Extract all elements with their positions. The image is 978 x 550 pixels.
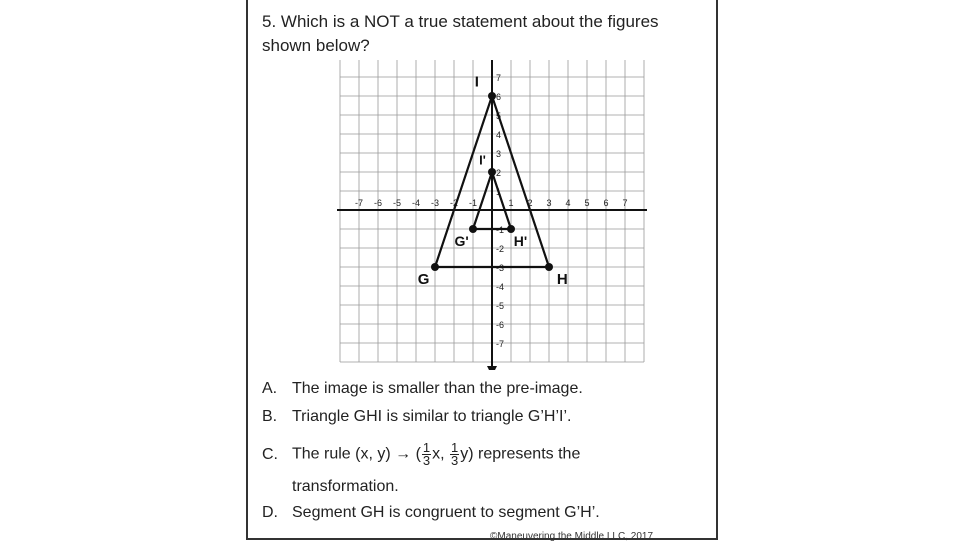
y-tick-label: -6	[496, 320, 505, 330]
answer-c-text-2: x,	[432, 445, 445, 463]
y-tick-label: -5	[496, 301, 505, 311]
answer-c-text-1: The rule (x, y) → (	[292, 445, 421, 463]
question-text: 5. Which is a NOT a true statement about the figures shown below?	[262, 12, 659, 55]
copyright-footer: ©Maneuvering the Middle LLC, 2017	[490, 531, 654, 542]
answer-c-text-4: transformation.	[292, 478, 399, 495]
x-tick-label: 5	[584, 198, 590, 208]
y-tick-label: -1	[496, 225, 505, 235]
answer-a-letter: A.	[262, 380, 278, 397]
x-tick-label: -4	[411, 198, 421, 208]
y-tick-label: 4	[496, 130, 502, 140]
x-tick-label: 2	[527, 198, 533, 208]
triangle-ghi-vertex	[545, 263, 553, 271]
x-tick-label: 3	[546, 198, 552, 208]
fraction-one-third-x: $\frac{1}{3}$	[422, 440, 431, 468]
answer-d-letter: D.	[262, 504, 278, 521]
answer-b-letter: B.	[262, 408, 278, 425]
y-tick-label: 5	[496, 111, 502, 121]
x-tick-label: -1	[468, 198, 478, 208]
vertex-label-g-prime: G'	[454, 233, 469, 250]
answer-c-text-3: y) represents the	[460, 445, 581, 463]
answer-c	[262, 442, 580, 467]
x-tick-label: -7	[354, 198, 364, 208]
y-axis-arrow-down-icon	[487, 366, 497, 370]
answer-c-continued	[292, 478, 399, 496]
y-tick-label: 6	[496, 92, 502, 102]
y-tick-label: -7	[496, 339, 505, 349]
triangle-g-h-i-prime-vertex	[507, 225, 515, 233]
answer-b	[262, 408, 571, 426]
x-tick-label: -6	[373, 198, 383, 208]
y-tick-label: 2	[496, 168, 502, 178]
y-tick-label: 7	[496, 73, 502, 83]
vertex-label-i-prime: I'	[479, 152, 486, 168]
triangle-ghi-vertex	[431, 263, 439, 271]
fraction-one-third-y: $\frac{1}{3}$	[451, 440, 459, 468]
answer-c-letter: C.	[262, 445, 278, 463]
answer-a-text: The image is smaller than the pre-image.	[292, 380, 583, 397]
vertex-label-h: H	[556, 271, 568, 289]
y-tick-label: 3	[496, 149, 502, 159]
answer-a	[262, 380, 583, 398]
x-tick-label: -2	[449, 198, 459, 208]
x-tick-label: -3	[430, 198, 440, 208]
coordinate-graph	[337, 60, 647, 370]
x-tick-label: 4	[565, 198, 571, 208]
worksheet-card	[246, 0, 718, 540]
y-tick-label: -2	[496, 244, 505, 254]
x-tick-label: 6	[603, 198, 609, 208]
x-tick-label: -5	[392, 198, 402, 208]
triangle-ghi-vertex	[488, 92, 496, 100]
vertex-label-g: G	[417, 271, 430, 289]
triangle-g-h-i-prime-vertex	[488, 168, 496, 176]
x-tick-label: 1	[508, 198, 514, 208]
y-tick-label: -4	[496, 282, 505, 292]
vertex-label-i: I	[474, 73, 479, 91]
answer-d	[262, 504, 600, 522]
x-tick-label: 7	[622, 198, 628, 208]
vertex-label-h-prime: H'	[513, 233, 528, 250]
y-tick-label: 1	[496, 187, 502, 197]
answer-d-text: Segment GH is congruent to segment G’H’.	[292, 504, 600, 521]
triangle-g-h-i-prime-vertex	[469, 225, 477, 233]
y-tick-label: -3	[496, 263, 505, 273]
answer-b-text: Triangle GHI is similar to triangle G’H’I’.	[292, 408, 572, 425]
